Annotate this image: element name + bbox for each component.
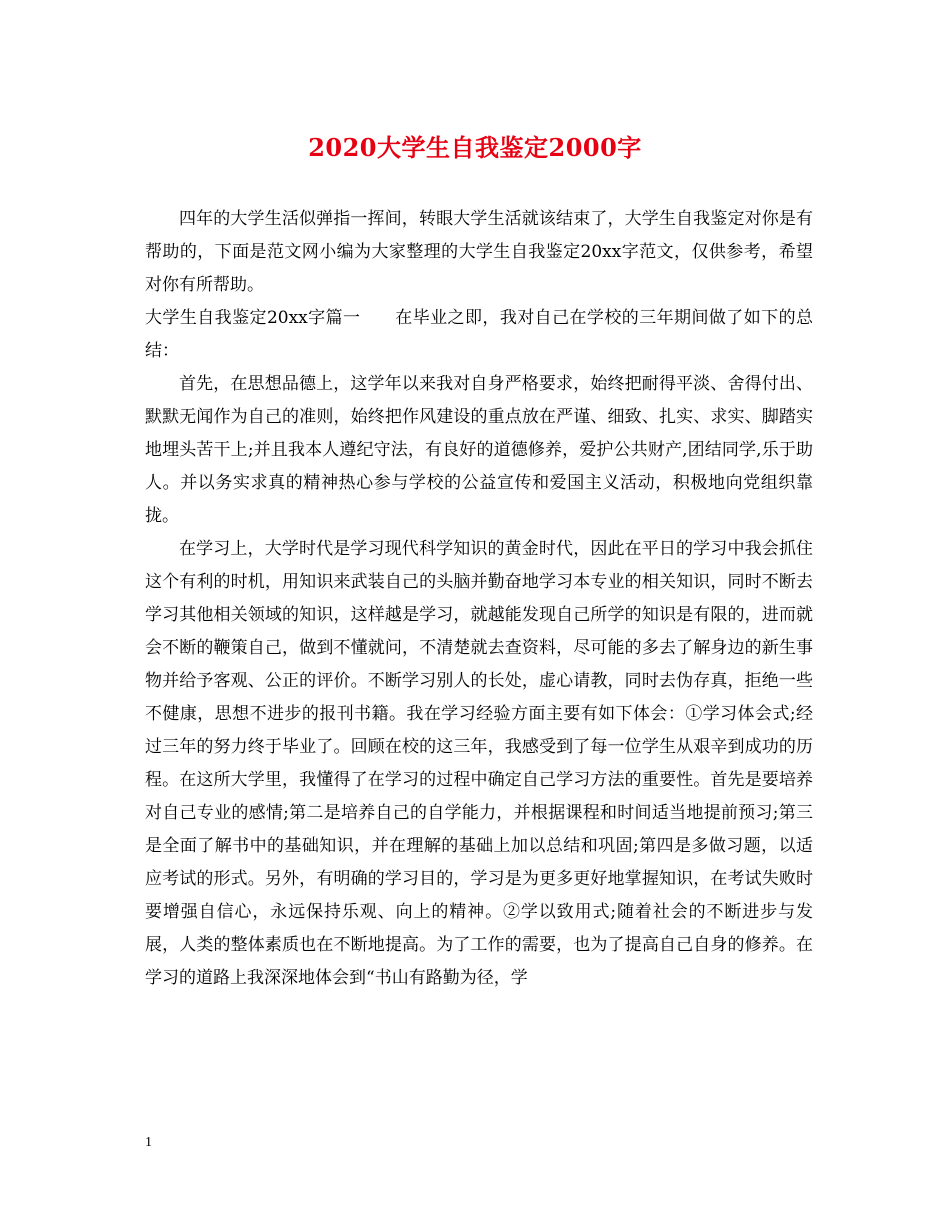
paragraph-moral: 首先，在思想品德上，这学年以来我对自身严格要求，始终把耐得平淡、舍得付出、默默无闻作为自己的准则，始终把作风建设的重点放在严谨、细致、扎实、求实、脚踏实地埋头苦干上;并且我本人遵纪守法，有良好的道德修养，爱护公共财产,团结同学,乐于助人。并以务实求真的精神热心参与学校的公益宣传和爱国主义活动，积极地向党组织靠拢。 (145, 374, 813, 526)
page-number: 1 (145, 1135, 152, 1150)
paragraph-study: 在学习上，大学时代是学习现代科学知识的黄金时代，因此在平日的学习中我会抓住这个有利的时机，用知识来武装自己的头脑并勤奋地学习本专业的相关知识，同时不断去学习其他相关领域的知识，这样越是学习，就越能发现自己所学的知识是有限的，进而就会不断的鞭策自己，做到不懂就问，不清楚就去查资料，尽可能的多去了解身边的新生事物并给予客观、公正的评价。不断学习别人的长处，虚心请教，同时去伪存真，拒绝一些不健康，思想不进步的报刊书籍。我在学习经验方面主要有如下体会：①学习体会式;经过三年的努力终于毕业了。回顾在校的这三年，我感受到了每一位学生从艰辛到成功的历程。在这所大学里，我懂得了在学习的过程中确定自己学习方法的重要性。首先是要培养对自己专业的感情;第二是培养自己的自学能力，并根据课程和时间适当地提前预习;第三是全面了解书中的基础知识，并在理解的基础上加以总结和巩固;第四是多做习题，以适应考试的形式。另外，有明确的学习目的，学习是为更多更好地掌握知识，在考试失败时要增强自信心，永远保持乐观、向上的精神。②学以致用式;随着社会的不断进步与发展，人类的整体素质也在不断地提高。为了工作的需要，也为了提高自己自身的修养。在学习的道路上我深深地体会到“书山有路勤为径，学 (145, 539, 813, 988)
paragraph-section-heading: 大学生自我鉴定20xx字篇一 在毕业之即，我对自己在学校的三年期间做了如下的总结： (145, 308, 813, 361)
paragraph-intro: 四年的大学生活似弹指一挥间，转眼大学生活就该结束了，大学生自我鉴定对你是有帮助的，下面是范文网小编为大家整理的大学生自我鉴定20xx字范文，仅供参考，希望对你有所帮助。 (145, 209, 813, 295)
document-body (145, 203, 813, 995)
document-title: 2020大学生自我鉴定2000字 (308, 133, 642, 162)
